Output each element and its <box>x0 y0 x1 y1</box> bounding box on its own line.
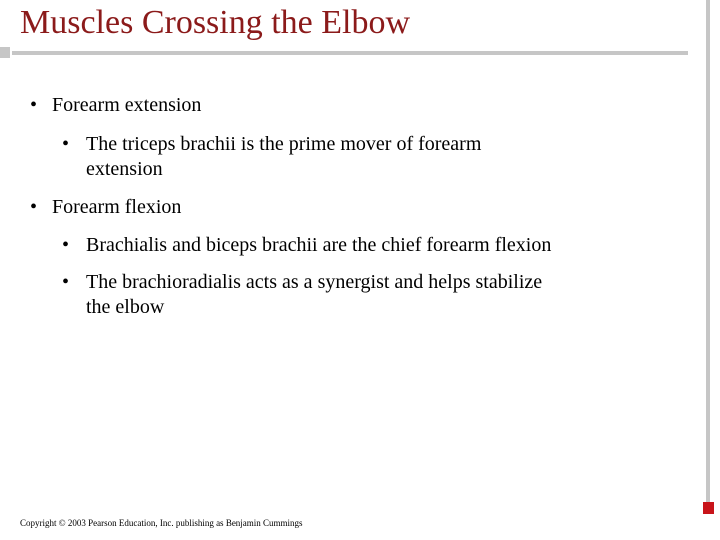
subbullet-brachioradialis <box>62 270 542 320</box>
slide-title: Muscles Crossing the Elbow <box>20 4 411 41</box>
decorative-square-bottom-right <box>703 502 714 514</box>
subbullet-triceps <box>62 132 481 182</box>
bullet-forearm-extension <box>30 93 201 118</box>
bullet-forearm-flexion <box>30 195 181 220</box>
bullet-text-line-2: the elbow <box>86 296 165 318</box>
decorative-square-top-left <box>0 47 10 58</box>
bullet-text-line-2: extension <box>86 158 163 180</box>
bullet-text: Brachialis and biceps brachii are the chief forearm flexion <box>86 234 552 256</box>
bullet-icon: • <box>62 271 70 293</box>
title-underline-rule <box>12 51 688 55</box>
subbullet-brachialis <box>62 233 551 258</box>
copyright-footer: Copyright © 2003 Pearson Education, Inc. publishing as Benjamin Cummings <box>20 518 303 528</box>
bullet-icon: • <box>62 234 70 256</box>
vertical-rule-right <box>706 0 710 510</box>
bullet-text-line-1: The brachioradialis acts as a synergist and helps stabilize <box>86 271 543 293</box>
bullet-text: Forearm extension <box>52 94 202 116</box>
bullet-icon: • <box>30 94 38 116</box>
bullet-text-line-1: The triceps brachii is the prime mover of forearm <box>86 133 482 155</box>
bullet-icon: • <box>30 196 38 218</box>
bullet-icon: • <box>62 133 70 155</box>
bullet-text: Forearm flexion <box>52 196 182 218</box>
